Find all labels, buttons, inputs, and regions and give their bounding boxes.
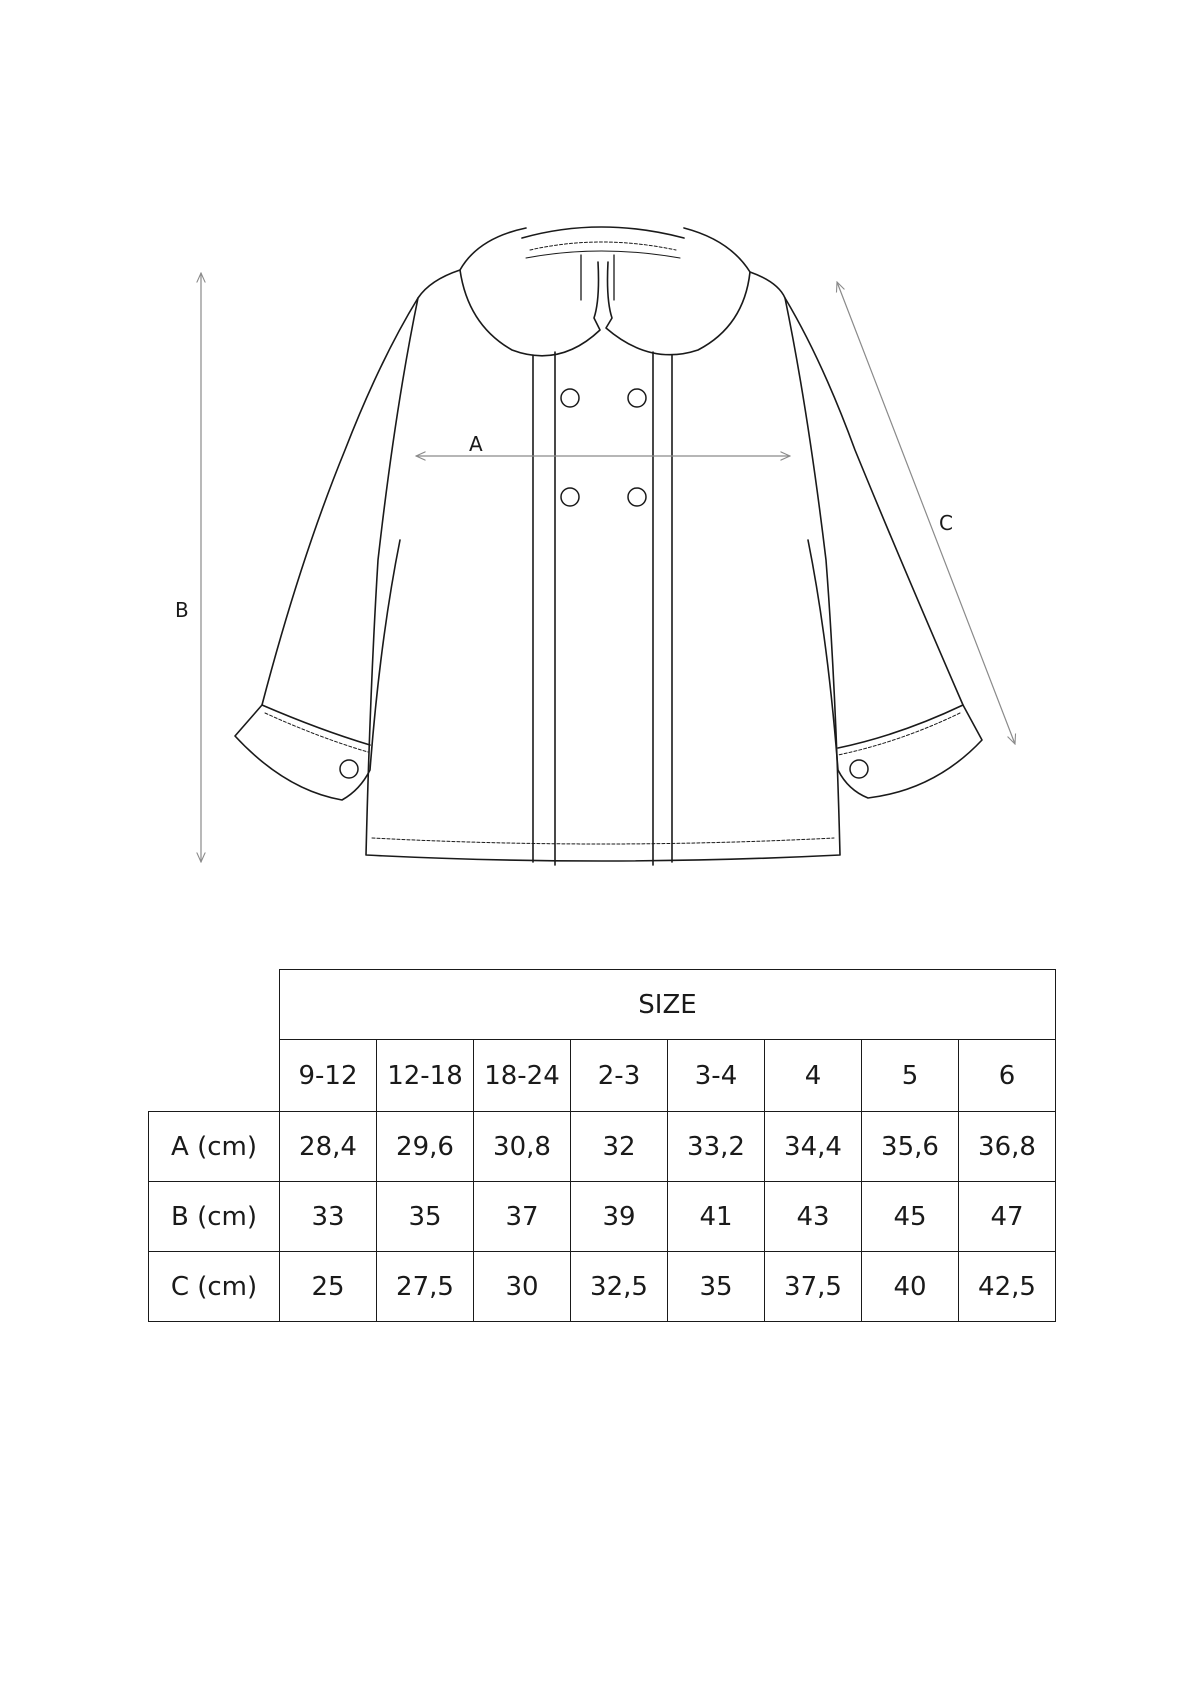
size-chart-table (148, 969, 1056, 1322)
table-header-row (149, 970, 1056, 1040)
size-label: 3-4 (668, 1040, 765, 1112)
size-label: 18-24 (474, 1040, 571, 1112)
size-label: 5 (862, 1040, 959, 1112)
row-label: B (cm) (149, 1182, 280, 1252)
size-label: 9-12 (280, 1040, 377, 1112)
sleeve-right (750, 272, 982, 798)
table-cell: 25 (280, 1252, 377, 1322)
table-cell: 39 (571, 1182, 668, 1252)
cuff-button-left-icon (340, 760, 358, 778)
button-icon (561, 389, 579, 407)
size-label: 4 (765, 1040, 862, 1112)
size-label: 12-18 (377, 1040, 474, 1112)
cuff-button-right-icon (850, 760, 868, 778)
button-icon (628, 389, 646, 407)
table-row (149, 1252, 1056, 1322)
table-cell: 30 (474, 1252, 571, 1322)
table-cell: 45 (862, 1182, 959, 1252)
measurement-c-arrow (837, 282, 1015, 744)
cuff-left (262, 705, 370, 745)
table-cell: 32,5 (571, 1252, 668, 1322)
row-label: A (cm) (149, 1112, 280, 1182)
table-cell: 33 (280, 1182, 377, 1252)
table-cell: 30,8 (474, 1112, 571, 1182)
jacket-body (366, 298, 840, 861)
button-icon (561, 488, 579, 506)
button-icon (628, 488, 646, 506)
table-cell: 43 (765, 1182, 862, 1252)
table-cell: 37 (474, 1182, 571, 1252)
size-label: 6 (959, 1040, 1056, 1112)
measurement-c-label: C (939, 511, 953, 535)
table-cell: 29,6 (377, 1112, 474, 1182)
table-cell: 35 (668, 1252, 765, 1322)
table-cell: 34,4 (765, 1112, 862, 1182)
collar-left (460, 228, 600, 356)
table-cell: 28,4 (280, 1112, 377, 1182)
cuff-right (838, 705, 963, 748)
collar-right (606, 228, 750, 355)
table-cell: 47 (959, 1182, 1056, 1252)
sleeve-left (235, 270, 460, 800)
table-row (149, 1182, 1056, 1252)
table-row (149, 1112, 1056, 1182)
size-label: 2-3 (571, 1040, 668, 1112)
back-neckline (522, 227, 684, 238)
table-cell: 32 (571, 1112, 668, 1182)
size-labels-row (149, 1040, 1056, 1112)
size-header: SIZE (280, 970, 1056, 1040)
table-cell: 35 (377, 1182, 474, 1252)
row-label: C (cm) (149, 1252, 280, 1322)
table-cell: 40 (862, 1252, 959, 1322)
table-cell: 41 (668, 1182, 765, 1252)
table-cell: 37,5 (765, 1252, 862, 1322)
front-placket (533, 352, 672, 865)
measurement-a-label: A (469, 432, 483, 456)
table-cell: 42,5 (959, 1252, 1056, 1322)
measurement-b-label: B (175, 598, 189, 622)
table-cell: 36,8 (959, 1112, 1056, 1182)
table-cell: 35,6 (862, 1112, 959, 1182)
table-cell: 27,5 (377, 1252, 474, 1322)
table-cell: 33,2 (668, 1112, 765, 1182)
